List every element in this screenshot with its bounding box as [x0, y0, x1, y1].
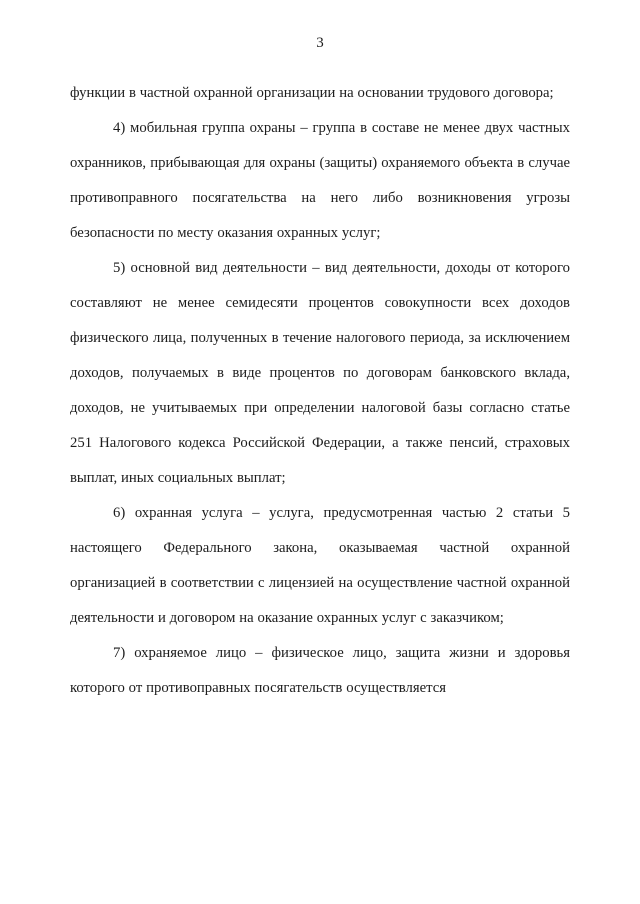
paragraph-item-7: 7) охраняемое лицо – физическое лицо, защита жизни и здоровья которого от противоправных посягательств осуществляется [70, 645, 570, 696]
paragraph-item-6: 6) охранная услуга – услуга, предусмотренная частью 2 статьи 5 настоящего Федерального закона, оказываемая частной охранной организацией в соответствии с лицензией на осуществление частной охранной деятельности и договором на оказание охранных услуг с заказчиком; [70, 505, 570, 626]
paragraph-item-5: 5) основной вид деятельности – вид деятельности, доходы от которого составляют не менее семидесяти процентов совокупности всех доходов физического лица, полученных в течение налогового периода, за исключением доходов, получаемых в виде процентов по договорам банковского вклада, доходов, не учитываемых при определении налоговой базы согласно статье 251 Налогового кодекса Российской Федерации, а также пенсий, страховых выплат, иных социальных выплат; [70, 260, 570, 486]
paragraph-continuation: функции в частной охранной организации на основании трудового договора; [70, 85, 554, 101]
document-body [70, 76, 570, 706]
page-number: 3 [316, 35, 324, 51]
paragraph-item-4: 4) мобильная группа охраны – группа в составе не менее двух частных охранников, прибывающая для охраны (защиты) охраняемого объекта в случае противоправного посягательства на него либо возникновения угрозы безопасности по месту оказания охранных услуг; [70, 120, 570, 241]
